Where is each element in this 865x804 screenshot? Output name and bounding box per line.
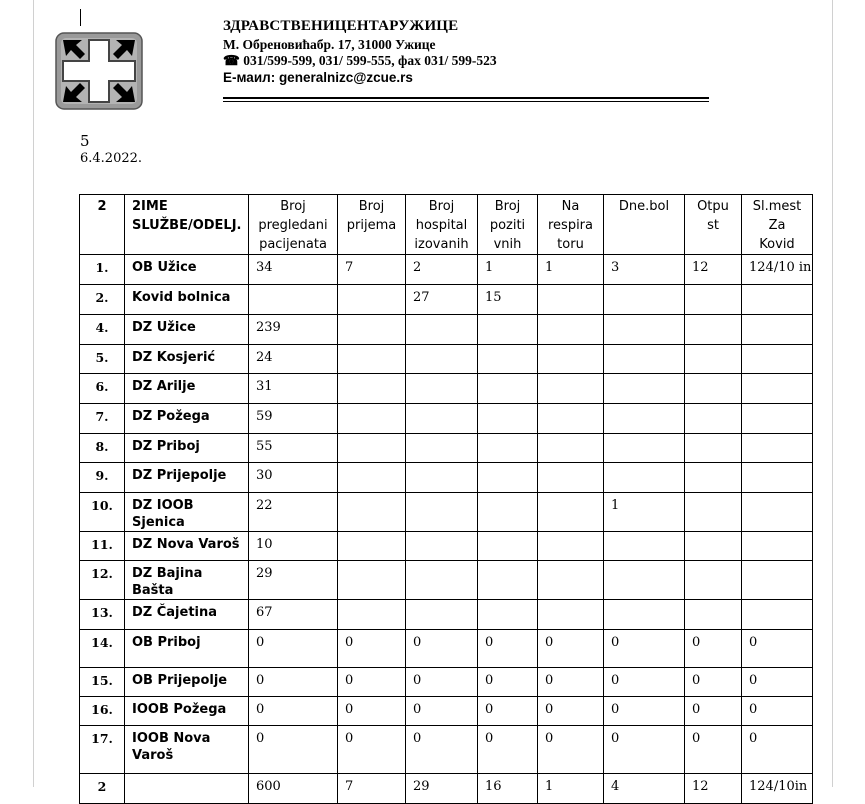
organization-name: ЗДРАВСТВЕНИЦЕНТАРУЖИЦЕ [223, 18, 459, 34]
cell-positive [478, 434, 538, 463]
cell-hospital-days [604, 532, 685, 561]
cell-hospitalized [406, 404, 478, 434]
cell-row-number: 5. [80, 345, 125, 374]
cell-department: DZ IOOB Sjenica [125, 493, 249, 532]
cell-on-respirator [538, 463, 604, 493]
cell-discharged: 12 [685, 255, 742, 285]
table-row [80, 285, 813, 315]
column-header-positive: Broj poziti vnih [478, 195, 538, 255]
cell-discharged [685, 315, 742, 345]
cell-hospital-days [604, 374, 685, 404]
cell-department: IOOB Nova Varoš [125, 726, 249, 774]
cell-hospital-days [604, 434, 685, 463]
cell-patients-examined: 0 [249, 630, 338, 668]
cell-row-number: 8. [80, 434, 125, 463]
table-row [80, 532, 813, 561]
cell-on-respirator: 0 [538, 726, 604, 774]
cell-row-number: 10. [80, 493, 125, 532]
cell-patients-examined: 31 [249, 374, 338, 404]
cell-discharged: 12 [685, 774, 742, 804]
cell-covid-beds [742, 600, 813, 630]
cell-positive [478, 600, 538, 630]
cell-department: DZ Kosjerić [125, 345, 249, 374]
cell-on-respirator [538, 493, 604, 532]
statistics-table [79, 194, 813, 804]
cell-admissions [338, 463, 406, 493]
cell-hospitalized [406, 345, 478, 374]
cell-admissions: 0 [338, 668, 406, 697]
cell-row-number: 4. [80, 315, 125, 345]
cell-department: OB Užice [125, 255, 249, 285]
column-header-discharged: Otpu st [685, 195, 742, 255]
column-header-covid-beds: Sl.mest Za Kovid [742, 195, 813, 255]
cell-covid-beds [742, 463, 813, 493]
cell-admissions [338, 561, 406, 600]
cell-positive: 16 [478, 774, 538, 804]
column-header-on-respirator: Na respira toru [538, 195, 604, 255]
cell-patients-examined: 24 [249, 345, 338, 374]
cell-patients-examined: 67 [249, 600, 338, 630]
cell-on-respirator [538, 374, 604, 404]
cell-positive [478, 561, 538, 600]
cell-admissions: 0 [338, 630, 406, 668]
cell-hospitalized: 2 [406, 255, 478, 285]
cell-discharged: 0 [685, 668, 742, 697]
table-body [80, 255, 813, 804]
cell-hospitalized: 0 [406, 726, 478, 774]
cell-department: OB Prijepolje [125, 668, 249, 697]
cell-row-number: 16. [80, 697, 125, 726]
column-header-hospital-days: Dne.bol [604, 195, 685, 255]
document-number: 5 [80, 132, 90, 150]
cell-discharged: 0 [685, 630, 742, 668]
cell-patients-examined: 0 [249, 726, 338, 774]
page-left-edge [33, 0, 34, 787]
cell-covid-beds: 124/10in [742, 774, 813, 804]
table-row [80, 404, 813, 434]
cell-admissions: 7 [338, 255, 406, 285]
cell-hospitalized [406, 463, 478, 493]
cell-row-number: 17. [80, 726, 125, 774]
cell-discharged [685, 463, 742, 493]
cell-department: IOOB Požega [125, 697, 249, 726]
cell-on-respirator: 1 [538, 774, 604, 804]
table-row [80, 668, 813, 697]
document-date: 6.4.2022. [80, 151, 143, 166]
cell-admissions [338, 532, 406, 561]
cell-department: Kovid bolnica [125, 285, 249, 315]
cell-positive [478, 345, 538, 374]
cell-hospital-days: 0 [604, 726, 685, 774]
column-header-department: 2IME SLUŽBE/ODELJ. [125, 195, 249, 255]
cell-on-respirator [538, 600, 604, 630]
cell-covid-beds [742, 374, 813, 404]
table-row [80, 315, 813, 345]
cell-department: DZ Priboj [125, 434, 249, 463]
cell-discharged [685, 493, 742, 532]
table-row [80, 434, 813, 463]
cell-hospitalized: 0 [406, 630, 478, 668]
text-cursor [80, 9, 81, 26]
cell-row-number: 7. [80, 404, 125, 434]
cell-covid-beds: 0 [742, 630, 813, 668]
cell-positive: 0 [478, 668, 538, 697]
organization-address: М. Обреновићабр. 17, 31000 Ужице [223, 37, 436, 52]
cell-on-respirator: 0 [538, 668, 604, 697]
cell-admissions [338, 285, 406, 315]
cell-hospital-days [604, 463, 685, 493]
cell-discharged [685, 532, 742, 561]
cell-department [125, 774, 249, 804]
cell-discharged [685, 345, 742, 374]
cell-covid-beds: 0 [742, 697, 813, 726]
header-rule-thin [223, 101, 709, 102]
cell-admissions [338, 600, 406, 630]
cell-on-respirator: 0 [538, 630, 604, 668]
cell-covid-beds [742, 493, 813, 532]
cell-hospitalized [406, 374, 478, 404]
cell-department: DZ Užice [125, 315, 249, 345]
table-row [80, 600, 813, 630]
cell-discharged [685, 285, 742, 315]
cell-covid-beds [742, 532, 813, 561]
cell-hospital-days [604, 404, 685, 434]
cell-patients-examined: 600 [249, 774, 338, 804]
cell-patients-examined: 0 [249, 668, 338, 697]
cell-hospitalized [406, 315, 478, 345]
cell-patients-examined: 29 [249, 561, 338, 600]
column-header-admissions: Broj prijema [338, 195, 406, 255]
cell-hospital-days [604, 285, 685, 315]
cell-discharged [685, 404, 742, 434]
cell-on-respirator [538, 434, 604, 463]
cell-hospitalized [406, 434, 478, 463]
cell-row-number: 12. [80, 561, 125, 600]
cell-patients-examined: 55 [249, 434, 338, 463]
cell-admissions [338, 345, 406, 374]
cell-discharged [685, 561, 742, 600]
cell-covid-beds [742, 561, 813, 600]
cell-covid-beds: 124/10 in [742, 255, 813, 285]
cell-positive [478, 532, 538, 561]
cell-patients-examined: 10 [249, 532, 338, 561]
cell-on-respirator [538, 532, 604, 561]
cell-row-number: 2 [80, 774, 125, 804]
cell-positive: 0 [478, 630, 538, 668]
cell-positive [478, 493, 538, 532]
column-header-hospitalized: Broj hospital izovanih [406, 195, 478, 255]
cell-admissions [338, 374, 406, 404]
cell-admissions [338, 404, 406, 434]
cell-admissions [338, 315, 406, 345]
cell-hospitalized: 0 [406, 668, 478, 697]
table-row [80, 561, 813, 600]
cell-admissions: 7 [338, 774, 406, 804]
cell-hospital-days [604, 345, 685, 374]
cell-row-number: 2. [80, 285, 125, 315]
cell-admissions [338, 493, 406, 532]
cell-positive: 1 [478, 255, 538, 285]
cell-admissions: 0 [338, 726, 406, 774]
cell-positive: 15 [478, 285, 538, 315]
cell-discharged [685, 434, 742, 463]
cell-discharged: 0 [685, 726, 742, 774]
cell-hospital-days [604, 600, 685, 630]
table-row [80, 726, 813, 774]
cell-discharged: 0 [685, 697, 742, 726]
cell-hospital-days: 0 [604, 697, 685, 726]
cell-hospital-days: 0 [604, 668, 685, 697]
cell-on-respirator [538, 345, 604, 374]
cell-on-respirator [538, 285, 604, 315]
cell-positive [478, 404, 538, 434]
cell-covid-beds: 0 [742, 668, 813, 697]
cell-hospitalized [406, 600, 478, 630]
cell-patients-examined [249, 285, 338, 315]
table-row [80, 255, 813, 285]
cell-hospital-days: 3 [604, 255, 685, 285]
table-row [80, 345, 813, 374]
organization-email: Е-маил: generalnizc@zcue.rs [223, 70, 413, 85]
column-header-row-number: 2 [80, 195, 125, 255]
header-rule-thick [223, 97, 709, 99]
health-center-logo-icon [55, 32, 143, 110]
column-header-patients-examined: Broj pregledani pacijenata [249, 195, 338, 255]
cell-on-respirator: 0 [538, 697, 604, 726]
cell-department: DZ Požega [125, 404, 249, 434]
table-row [80, 463, 813, 493]
cell-department: OB Priboj [125, 630, 249, 668]
table-row [80, 374, 813, 404]
table-row [80, 630, 813, 668]
cell-patients-examined: 239 [249, 315, 338, 345]
cell-positive [478, 315, 538, 345]
cell-positive [478, 463, 538, 493]
cell-admissions [338, 434, 406, 463]
cell-row-number: 6. [80, 374, 125, 404]
cell-covid-beds [742, 345, 813, 374]
cell-covid-beds [742, 404, 813, 434]
cell-discharged [685, 600, 742, 630]
table-row [80, 493, 813, 532]
cell-department: DZ Čajetina [125, 600, 249, 630]
cell-hospitalized [406, 493, 478, 532]
table-total-row [80, 774, 813, 804]
page-right-edge [832, 0, 833, 787]
cell-positive: 0 [478, 726, 538, 774]
cell-hospitalized: 27 [406, 285, 478, 315]
cell-hospital-days: 0 [604, 630, 685, 668]
cell-positive [478, 374, 538, 404]
cell-hospital-days [604, 315, 685, 345]
cell-patients-examined: 34 [249, 255, 338, 285]
cell-covid-beds: 0 [742, 726, 813, 774]
organization-phone-fax: ☎ 031/599-599, 031/ 599-555, фах 031/ 599-523 [223, 53, 497, 68]
cell-admissions: 0 [338, 697, 406, 726]
cell-on-respirator [538, 315, 604, 345]
cell-department: DZ Bajina Bašta [125, 561, 249, 600]
cell-row-number: 1. [80, 255, 125, 285]
cell-positive: 0 [478, 697, 538, 726]
table-row [80, 697, 813, 726]
cell-department: DZ Prijepolje [125, 463, 249, 493]
cell-covid-beds [742, 434, 813, 463]
cell-on-respirator [538, 561, 604, 600]
cell-row-number: 14. [80, 630, 125, 668]
cell-on-respirator [538, 404, 604, 434]
cell-row-number: 11. [80, 532, 125, 561]
table-header-row [80, 195, 813, 255]
cell-hospital-days: 4 [604, 774, 685, 804]
cell-patients-examined: 22 [249, 493, 338, 532]
cell-department: DZ Arilje [125, 374, 249, 404]
cell-hospitalized: 29 [406, 774, 478, 804]
cell-patients-examined: 30 [249, 463, 338, 493]
cell-hospitalized [406, 532, 478, 561]
cell-patients-examined: 59 [249, 404, 338, 434]
cell-patients-examined: 0 [249, 697, 338, 726]
cell-hospital-days [604, 561, 685, 600]
cell-hospitalized: 0 [406, 697, 478, 726]
cell-on-respirator: 1 [538, 255, 604, 285]
cell-hospital-days: 1 [604, 493, 685, 532]
cell-row-number: 9. [80, 463, 125, 493]
cell-hospitalized [406, 561, 478, 600]
cell-discharged [685, 374, 742, 404]
cell-row-number: 15. [80, 668, 125, 697]
cell-department: DZ Nova Varoš [125, 532, 249, 561]
cell-row-number: 13. [80, 600, 125, 630]
cell-covid-beds [742, 315, 813, 345]
cell-covid-beds [742, 285, 813, 315]
